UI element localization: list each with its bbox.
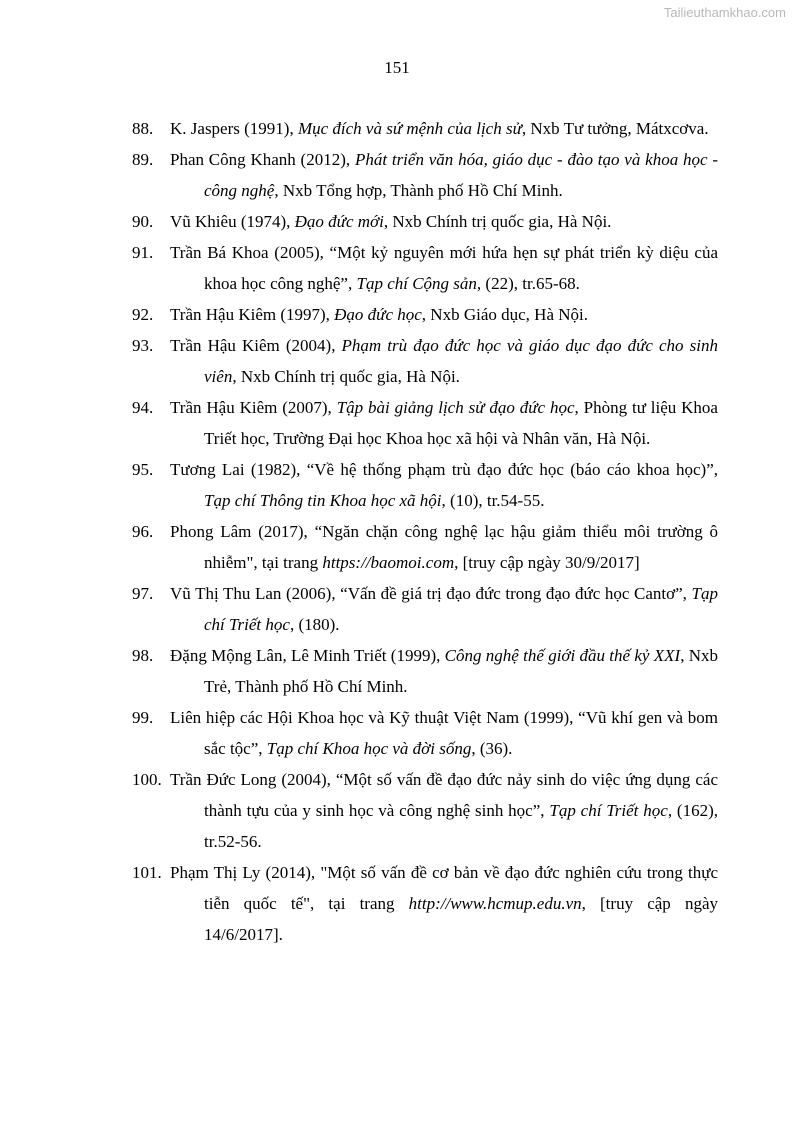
reference-number: 99. [132,708,154,727]
reference-number: 98. [132,646,154,665]
reference-segment: Phan Công Khanh (2012), [170,150,355,169]
reference-segment: , Nxb Tổng hợp, Thành phố Hồ Chí Minh. [274,181,563,200]
reference-text [170,336,718,386]
reference-text [170,863,718,944]
reference-segment: , Nxb Trẻ, Thành phố Hồ Chí Minh. [204,646,719,696]
reference-title: Mục đích và sứ mệnh của lịch sử [297,119,522,138]
reference-number: 89. [132,150,154,169]
reference-text [170,646,718,696]
reference-number: 92. [132,305,154,324]
reference-number: 97. [132,584,154,603]
reference-item [132,392,718,454]
reference-segment: Trần Đức Long (2004), “Một số vấn đề đạo đức nảy sinh do việc ứng dụng các thành tựu của y sinh học và công nghệ sinh học”, [170,770,718,820]
reference-number: 91. [132,243,154,262]
reference-text [170,243,718,293]
reference-item [132,640,718,702]
reference-item [132,702,718,764]
reference-number: 100. [132,770,162,789]
reference-segment: , Nxb Tư tưởng, Mátxcơva. [521,119,709,138]
reference-title: Tạp chí Triết học [204,584,718,634]
reference-title: Tạp chí Cộng sản, [356,274,482,293]
reference-item [132,578,718,640]
reference-segment: Trần Hậu Kiêm (2007), [170,398,337,417]
reference-number: 90. [132,212,154,231]
watermark: Tailieuthamkhao.com [663,5,786,20]
reference-title: Tạp chí Khoa học và đời sống [266,739,472,758]
reference-text [170,212,611,231]
reference-title: Tập bài giảng lịch sử đạo đức học [336,398,575,417]
reference-item [132,113,718,144]
reference-segment: Trần Bá Khoa (2005), “Một kỷ nguyên mới hứa hẹn sự phát triển kỳ diệu của khoa học công nghệ”, [170,243,718,293]
reference-text [170,770,718,851]
reference-segment: Vũ Khiêu (1974), [170,212,295,231]
reference-segment: Liên hiệp các Hội Khoa học và Kỹ thuật Việt Nam (1999), “Vũ khí gen và bom sắc tộc”, [170,708,718,758]
reference-segment: , (36). [471,739,513,758]
reference-text [170,522,718,572]
reference-text [170,398,718,448]
reference-number: 101. [132,863,162,882]
reference-item [132,206,718,237]
reference-item [132,330,718,392]
reference-segment: , (180). [289,615,340,634]
reference-item [132,144,718,206]
reference-text [170,460,718,510]
reference-item [132,237,718,299]
reference-item [132,764,718,857]
reference-title: Phạm trù đạo đức học và giáo dục đạo đức cho sinh viên [204,336,718,386]
reference-title: Tạp chí Thông tin Khoa học xã hội [204,491,442,510]
reference-item [132,857,718,950]
reference-segment: Phạm Thị Ly (2014), "Một số vấn đề cơ bản về đạo đức nghiên cứu trong thực tiễn quốc tế", tại trang [170,863,718,913]
reference-segment: Trần Hậu Kiêm (1997), [170,305,335,324]
reference-item [132,454,718,516]
reference-segment: , [truy cập ngày 14/6/2017]. [204,894,718,944]
reference-segment: Trần Hậu Kiêm (2004), [170,336,342,355]
reference-segment: , (10), tr.54-55. [441,491,545,510]
reference-title: https://baomoi.com [322,553,455,572]
reference-title: Công nghệ thế giới đầu thế kỷ XXI [444,646,681,665]
reference-text [170,584,718,634]
reference-segment: Phong Lâm (2017), “Ngăn chặn công nghệ lạc hậu giảm thiểu môi trường ô nhiễm", tại trang [170,522,718,572]
reference-number: 94. [132,398,154,417]
reference-segment: , [truy cập ngày 30/9/2017] [454,553,640,572]
reference-list [132,113,718,950]
reference-segment: Đặng Mộng Lân, Lê Minh Triết (1999), [170,646,445,665]
reference-segment: (22), tr.65-68. [481,274,580,293]
page-number: 151 [384,58,410,77]
reference-title: Phát triển văn hóa, giáo dục - đào tạo và khoa học - công nghệ [204,150,718,200]
reference-number: 95. [132,460,154,479]
reference-segment: K. Jaspers (1991), [170,119,298,138]
reference-item [132,516,718,578]
reference-segment: , Nxb Chính trị quốc gia, Hà Nội. [383,212,612,231]
reference-number: 93. [132,336,154,355]
reference-segment: Tương Lai (1982), “Về hệ thống phạm trù đạo đức học (báo cáo khoa học)”, [170,460,718,479]
reference-number: 88. [132,119,154,138]
reference-segment: , Nxb Chính trị quốc gia, Hà Nội. [232,367,460,386]
reference-title: http://www.hcmup.edu.vn [408,894,582,913]
reference-segment: , Phòng tư liệu Khoa Triết học, Trường Đại học Khoa học xã hội và Nhân văn, Hà Nội. [204,398,718,448]
reference-text [170,708,718,758]
reference-title: Tạp chí Triết học [549,801,668,820]
reference-segment: , Nxb Giáo dục, Hà Nội. [421,305,588,324]
reference-item [132,299,718,330]
reference-segment: , (162), tr.52-56. [204,801,718,851]
reference-title: Đạo đức mới [294,212,384,231]
reference-title: Đạo đức học [334,305,422,324]
reference-text [170,150,718,200]
reference-text [170,305,588,324]
reference-number: 96. [132,522,154,541]
reference-segment: Vũ Thị Thu Lan (2006), “Vấn đề giá trị đạo đức trong đạo đức học Cantơ”, [170,584,692,603]
reference-text [170,119,709,138]
